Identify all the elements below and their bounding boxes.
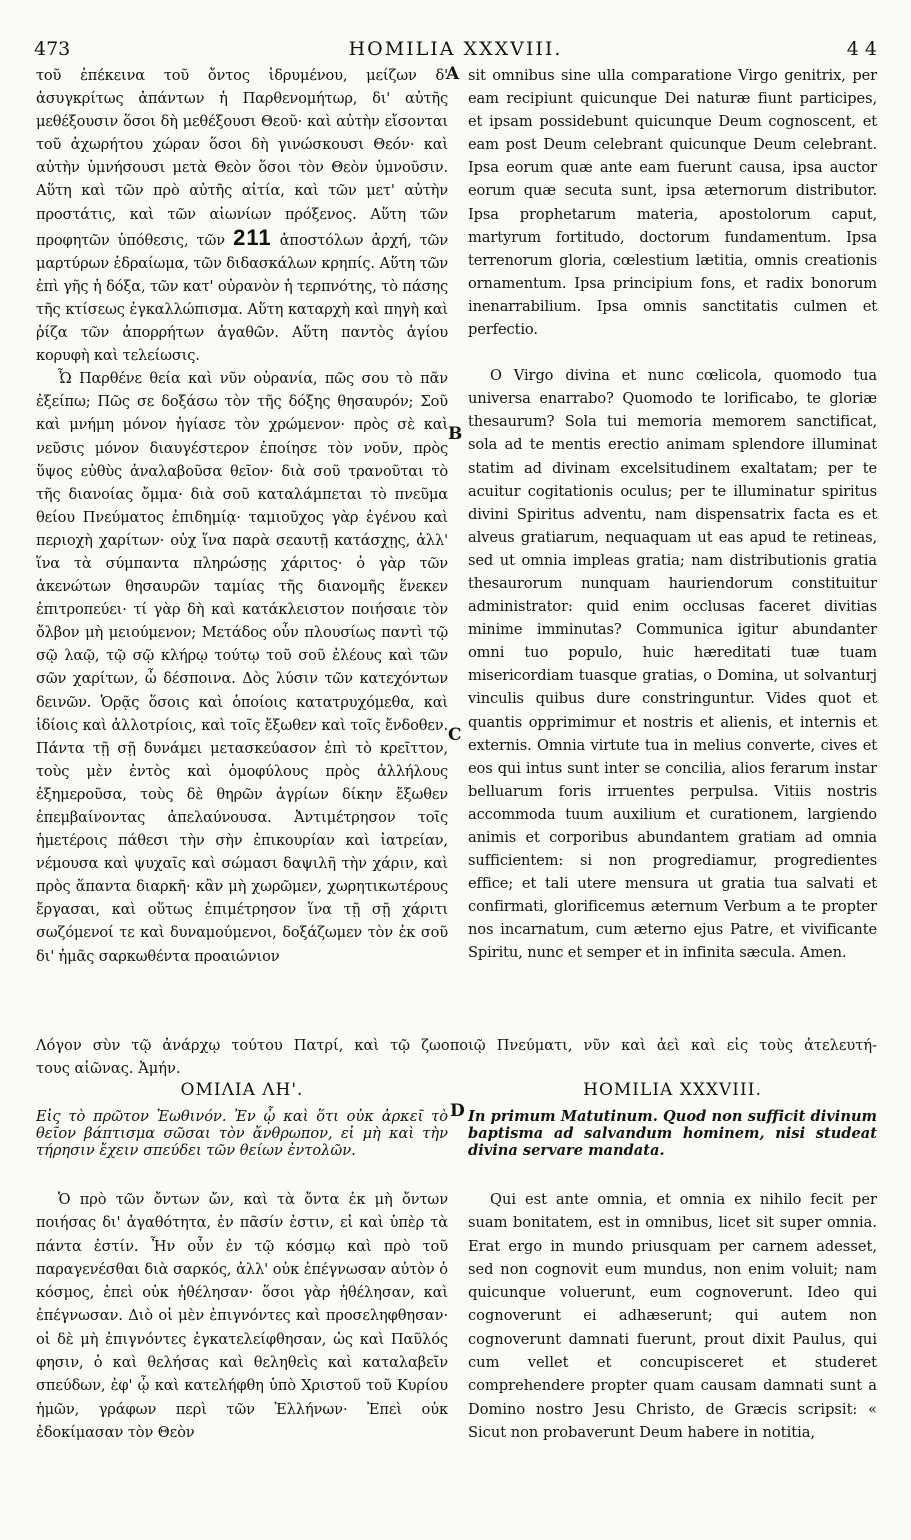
latin-body-paragraph: Qui est ante omnia, et omnia ex nihilo fecit per suam bonitatem, est in omnibus, licet sit super omnia. Erat ergo in mundo priusquam per carnem adesset, sed non cognovit eum mundus, non enim voluit; nam quicunque voluerunt, eum cognoverunt. Ideo qui cognoverunt ei adhæserunt; qui autem non cognoverunt damnati fuerunt, prout dixit Paulus, qui cum vellet et concupisceret et studeret comprehendere propter quam causam damnati sunt a Domino nostro Jesu Christo, de Græcis scripsit: « Sicut non probaverunt Deum habere in notitia, [468, 1191, 877, 1441]
page-number-right: 4 4 [846, 38, 877, 60]
greek-paragraph-1a: τοῦ ἐπέκεινα τοῦ ὄντος ἱδρυμένου, μείζων δ' ἀσυγκρίτως ἀπάντων ἡ Παρθενομήτωρ, δι' αὐτῆς μεθέξουσιν ὅσοι δὴ μεθέξουσι Θεοῦ· καὶ αὐτὴν εἴσονται τοῦ ἀχωρήτου χώραν ὅσοι δὴ γινώσκουσι Θεόν· καὶ αὐτὴν ὑμνήσουσι μετὰ Θεὸν ὅσοι τὸν Θεὸν ὑμνοῦσιν. Αὕτη καὶ τῶν πρὸ αὐτῆς αἰτία, καὶ τῶν μετ' αὐτὴν προστάτις, καὶ τῶν αἰωνίων πρόξενος. Αὕτη τῶν προφητῶν ὑπόθεσις, τῶν [36, 67, 448, 249]
greek-closing-line: Λόγον σὺν τῷ ἀνάρχῳ τούτου Πατρί, καὶ τῷ ζωοποιῷ Πνεύματι, νῦν καὶ ἀεὶ καὶ εἰς τοὺς ἀτελευτή- [36, 1037, 877, 1054]
page-number-left: 473 [34, 38, 71, 60]
greek-body-paragraph: Ὁ πρὸ τῶν ὄντων ὤν, καὶ τὰ ὄντα ἐκ μὴ ὄντων ποιήσας δι' ἀγαθότητα, ἐν πᾶσίν ἐστιν, εἰ καὶ ὑπὲρ τὰ πάντα ἐστίν. Ἦν οὖν ἐν τῷ κόσμῳ καὶ πρὸ τοῦ παραγενέσθαι διὰ σαρκός, ἀλλ' οὐκ ἐπέγνωσαν αὐτὸν ὁ κόσμος, ἐπεὶ οὐκ ἠθέλησαν· ὅσοι γὰρ ἠθέλησαν, καὶ ἐπέγνωσαν. Διὸ οἱ μὲν ἐπιγνόντες καὶ προσεληφθησαν· οἱ δὲ μὴ ἐπιγνόντες ἐγκατελείφθησαν, ὡς καὶ Παῦλός φησιν, ὁ καὶ θελήσας καὶ θεληθεὶς καὶ καταλαβεῖν σπεύδων, ἐφ' ᾧ καὶ κατελήφθη ὑπὸ Χριστοῦ τοῦ Κυρίου ἡμῶν, γράφων περὶ τῶν Ἑλλήνων· Ἐπεὶ οὐκ ἐδοκίμασαν τὸν Θεὸν [36, 1191, 448, 1441]
homily-body-latin [468, 1188, 877, 1444]
running-head [22, 38, 889, 60]
greek-column-top [36, 64, 448, 968]
margin-marker-b: B [448, 424, 463, 444]
margin-marker-c: C [448, 725, 462, 745]
inline-page-number: 211 [233, 224, 272, 250]
greek-closing-line-2: τους αἰῶνας. Ἀμήν. [36, 1060, 181, 1077]
homily-heading-greek: ΟΜΙΛΙΑ ΛΗ'. [180, 1080, 304, 1100]
latin-paragraph-2: O Virgo divina et nunc cœlicola, quomodo tua universa enarrabo? Quomodo te lorificabo, te gloriæ thesaurum? Sola tui memoria memorem sanctificat, sola ad te mentis erectio animam splendore illuminat statim ad divinam excelsitudinem exaltatam; per te acuitur cogitationis oculus; per te illuminatur spiritus divini Spiritus adventu, nam dispensatrix facta es et alveus gratiarum, nequaquam ut eas apud te retineas, sed ut omnia impleas gratia; nam distributionis gratia thesaurorum nunquam hauriendorum constituitur administrator: quid enim occlusas faceret divitias minime imminutas? Communica igitur abundanter omni tuo populo, huic hæreditati tuæ tuam misericordiam tuasque gratias, o Domina, ut solvanturj vinculis quibus dure constringuntur. Vides quot et quantis opprimimur et nostris et alienis, et internis et externis. Omnia virtute tua in melius converte, cives et eos qui intus sunt inter se concilia, alios ferarum instar belluarum foris irruentes perpulsa. Vitiis nostris accommoda tuum auxilium et curationem, largiendo animis et corporibus abundantem gratiam ad omnia sufficientem: si non progrediamur, progredientes effice; et tali utere mensura ut gratia tua salvati et confirmati, glorificemus æternum Verbum a te propter nos incarnatum, cum æterno ejus Patre, et vivificante Spiritu, nunc et semper et in infinita sæcula. Amen. [468, 367, 877, 962]
latin-column-top [468, 64, 877, 965]
greek-paragraph-2: Ὦ Παρθένε θεία καὶ νῦν οὐρανία, πῶς σου τὸ πᾶν ἐξείπω; Πῶς σε δοξάσω τὸν τῆς δόξης θησαυρόν; Σοῦ καὶ μνήμη μόνον ἡγίασε τὸν χρώμενον· πρὸς σὲ καὶ νεῦσις μόνον διαυγέστερον ἐποίησε τὸν νοῦν, πρὸς ὕψος εὐθὺς ἀναλαβοῦσα θεῖον· διὰ σοῦ τρανοῦται τὸ τῆς διανοίας ὄμμα· διὰ σοῦ καταλάμπεται τὸ πνεῦμα θείου Πνεύματος ἐπιδημίᾳ· ταμιοῦχος γὰρ ἐγένου καὶ περιοχὴ χαρίτων· οὐχ ἵνα παρὰ σεαυτῇ κατάσχῃς, ἀλλ' ἵνα τὰ σύμπαντα πληρώσῃς χάριτος· ὁ γὰρ τῶν ἀκενώτων θησαυρῶν ταμίας τῆς διανομῆς ἕνεκεν ἐπιτροπεύει· τί γὰρ δὴ καὶ κατάκλειστον ποιήσαιε τὸν ὄλβον μὴ μειούμενον; Μετάδος οὖν πλουσίως παντὶ τῷ σῷ λαῷ, τῷ σῷ κλήρῳ τούτῳ τοῦ σοῦ ἐλέους καὶ τῶν σῶν χαρίτων, ὦ δέσποινα. Δὸς λύσιν τῶν κατεχόντων δεινῶν. Ὁρᾷς ὅσοις καὶ ὁποίοις κατατρυχόμεθα, καὶ ἰδίοις καὶ ἀλλοτρίοις, καὶ τοῖς ἔξωθεν καὶ τοῖς ἔνδοθεν. Πάντα τῇ σῇ δυνάμει μετασκεύασον ἐπὶ τὸ κρεῖττον, τοὺς μὲν ἐντὸς καὶ ὁμοφύλους πρὸς ἀλλήλους ἐξημεροῦσα, τοὺς δὲ θηρῶν ἀγρίων δίκην ἔξωθεν ἐπεμβαίνοντας ἀπελαύνουσα. Ἀντιμέτρησον τοῖς ἡμετέροις πάθεσι τὴν σὴν ἐπικουρίαν καὶ ἰατρείαν, νέμουσα καὶ ψυχαῖς καὶ σώμασι δαψιλῆ τὴν χάριν, καὶ πρὸς ἅπαντα διαρκῆ· κἂν μὴ χωρῶμεν, χωρητικωτέρους ἔργασαι, καὶ οὕτως ἐπιμέτρησον ἵνα τῇ σῇ χάριτι σωζόμενοί τε καὶ δυναμούμενοι, δοξάζωμεν τὸν ἐκ σοῦ δι' ἡμᾶς σαρκωθέντα προαιώνιον [36, 370, 448, 965]
latin-paragraph-1: sit omnibus sine ulla comparatione Virgo genitrix, per eam recipiunt quicunque Dei naturæ fiunt participes, et ipsam possidebunt quicunque Deum cognoscent, et eam post Deum celebrant quicunque Deum celebrant. Ipsa eorum quæ ante eam fuerunt causa, ipsa auctor eorum quæ secuta sunt, ipsa æternorum distributor. Ipsa prophetarum materia, apostolorum caput, martyrum fortitudo, doctorum fundamentum. Ipsa terrenorum gloria, cœlestium lætitia, omnis creationis ornamentum. Ipsa principium fons, et radix bonorum inenarrabilium. Ipsa omnis sanctitatis culmen et perfectio. [468, 67, 877, 339]
homily-subtitle-latin: In primum Matutinum. Quod non sufficit divinum baptisma ad salvandum hominem, nisi studeat divina servare mandata. [468, 1108, 877, 1159]
greek-paragraph-1b: ἀποστόλων ἀρχή, τῶν μαρτύρων ἑδραίωμα, τῶν διδασκάλων κρηπίς. Αὕτη τῶν ἐπὶ γῆς ἡ δόξα, τῶν κατ' οὐρανὸν ἡ τερπνότης, τὸ πάσης τῆς κτίσεως ἐγκαλλώπισμα. Αὕτη καταρχὴ καὶ πηγὴ καὶ ῥίζα τῶν ἀπορρήτων ἀγαθῶν. Αὕτη παντὸς ἁγίου κορυφὴ καὶ τελείωσις. [36, 231, 448, 365]
homily-heading-latin: HOMILIA XXXVIII. [583, 1080, 762, 1100]
running-title: HOMILIA XXXVIII. [348, 38, 563, 60]
homily-subtitle-greek: Εἰς τὸ πρῶτον Ἑωθινόν. Ἐν ᾧ καὶ ὅτι οὐκ ἀρκεῖ τὸ θεῖον βάπτισμα σῶσαι τὸν ἄνθρωπον, εἰ μὴ καὶ τὴν τήρησιν ἔχειν σπεύδει τῶν θείων ἐντολῶν. [36, 1108, 448, 1159]
margin-marker-a: A [446, 64, 460, 84]
margin-marker-d: D [450, 1101, 465, 1121]
homily-body-greek [36, 1188, 448, 1444]
